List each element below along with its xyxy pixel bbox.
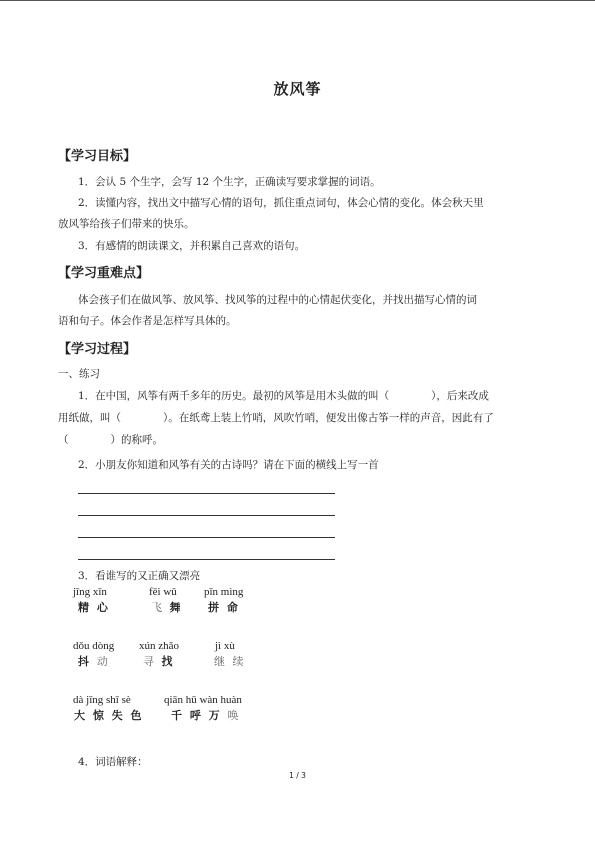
keypoints-line-2: 语和句子。体会作者是怎样写具体的。 [58, 315, 237, 327]
page-title: 放风筝 [273, 80, 322, 98]
objective-line-3: 3．有感情的朗读课文，并积累自己喜欢的语句。 [78, 240, 306, 252]
part-label: 一、练习 [58, 368, 100, 380]
hanzi-word: 寻 找 [143, 655, 175, 668]
objective-line-2: 2．读懂内容，找出文中描写心情的语句，抓住重点词句，体会心情的变化。体会秋天里 [78, 197, 484, 209]
q3-text: 3．看谁写的又正确又漂亮 [78, 570, 201, 582]
hanzi-word: 飞 舞 [151, 601, 183, 614]
pinyin: jì xù [215, 640, 235, 652]
answer-line-3 [78, 537, 335, 538]
hanzi-word: 拼 命 [208, 601, 240, 614]
hanzi-word: 精 心 [78, 601, 110, 614]
q1-line-2: 用纸做，叫（ ）。在纸鸢上装上竹哨，风吹竹哨，便发出像古筝一样的声音，因此有了 [58, 412, 494, 424]
pinyin: jīng xīn [73, 586, 107, 598]
answer-line-1 [78, 493, 335, 494]
keypoints-heading: 【学习重难点】 [58, 266, 150, 281]
hanzi-word: 继 续 [214, 655, 246, 668]
q1-line-3: （ ）的称呼。 [58, 434, 163, 446]
q2-text: 2．小朋友你知道和风筝有关的古诗吗？请在下面的横线上写一首 [78, 459, 379, 471]
pinyin: dǒu dòng [73, 640, 115, 652]
objective-line-1: 1．会认 5 个生字，会写 12 个生字，正确读写要求掌握的词语。 [78, 176, 381, 188]
process-heading: 【学习过程】 [58, 342, 137, 357]
pinyin: fēi wǔ [149, 586, 177, 598]
pinyin: qiān hū wàn huàn [164, 694, 242, 706]
q1-line-1: 1．在中国，风筝有两千多年的历史。最初的风筝是用木头做的叫（ ），后来改成 [78, 390, 489, 402]
objectives-heading: 【学习目标】 [58, 149, 137, 164]
q4-text: 4．词语解释： [78, 756, 148, 768]
keypoints-line-1: 体会孩子们在做风筝、放风筝、找风筝的过程中的心情起伏变化，并找出描写心情的词 [78, 294, 477, 306]
objective-line-2-cont: 放风筝给孩子们带来的快乐。 [58, 218, 195, 230]
answer-line-4 [78, 559, 335, 560]
pinyin: xún zhǎo [139, 640, 180, 652]
page-number: 1 / 3 [289, 771, 306, 780]
hanzi-word: 大 惊 失 色 [74, 709, 144, 722]
answer-line-2 [78, 515, 335, 516]
hanzi-word: 抖 动 [78, 655, 110, 668]
pinyin: dà jīng shī sè [73, 694, 131, 706]
hanzi-word: 千 呼 万 唤 [171, 709, 241, 722]
page-top-border [0, 0, 595, 1]
pinyin: pīn mìng [204, 586, 244, 598]
